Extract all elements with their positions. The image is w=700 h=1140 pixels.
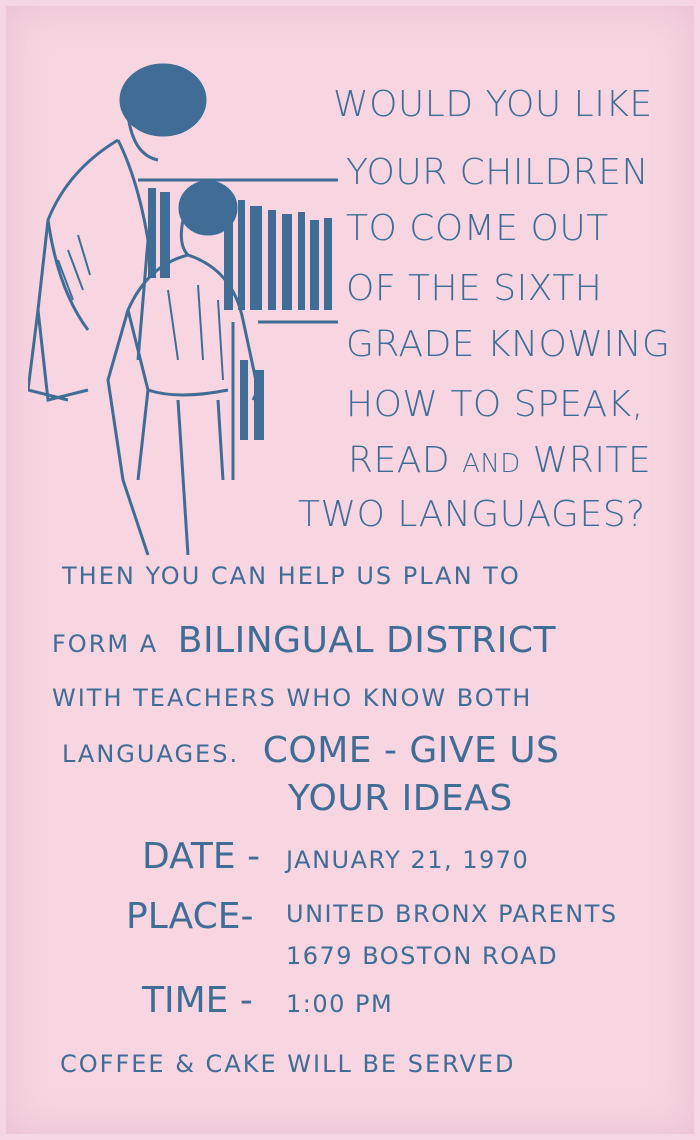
child-figure — [108, 182, 258, 555]
body-come-give-us: COME - GIVE US — [262, 730, 560, 771]
body-line-4 — [62, 730, 559, 771]
body-line-2 — [52, 620, 556, 661]
body-bilingual-district: BILINGUAL DISTRICT — [177, 620, 556, 661]
headline-write: WRITE — [532, 440, 652, 481]
date-value: JANUARY 21, 1970 — [286, 846, 530, 874]
body-form-a: FORM A — [52, 630, 159, 658]
place-value-line-2: 1679 BOSTON ROAD — [286, 942, 559, 970]
date-label: DATE - — [142, 836, 261, 877]
headline-read: READ — [348, 440, 451, 481]
time-value: 1:00 PM — [286, 990, 394, 1018]
headline-line-5: GRADE KNOWING — [346, 324, 671, 365]
headline-line-4: OF THE SIXTH — [346, 268, 603, 309]
body-languages: LANGUAGES. — [62, 740, 240, 768]
body-line-1: THEN YOU CAN HELP US PLAN TO — [62, 562, 521, 590]
body-your-ideas: YOUR IDEAS — [288, 778, 513, 819]
headline-line-3: TO COME OUT — [346, 208, 609, 249]
headline-line-7 — [348, 440, 651, 481]
headline-line-2: YOUR CHILDREN — [346, 152, 649, 193]
teacher-child-illustration — [28, 60, 348, 560]
headline-and: AND — [462, 449, 521, 479]
headline-line-1: WOULD YOU LIKE — [333, 84, 653, 125]
headline-line-8: TWO LANGUAGES? — [298, 494, 646, 535]
place-label: PLACE- — [126, 896, 254, 937]
place-value-line-1: UNITED BRONX PARENTS — [286, 900, 618, 928]
headline-line-6: HOW TO SPEAK, — [346, 384, 644, 425]
time-label: TIME - — [142, 980, 253, 1021]
books — [148, 188, 332, 440]
body-line-3: WITH TEACHERS WHO KNOW BOTH — [52, 684, 533, 712]
refreshments-note: COFFEE & CAKE WILL BE SERVED — [60, 1050, 516, 1078]
